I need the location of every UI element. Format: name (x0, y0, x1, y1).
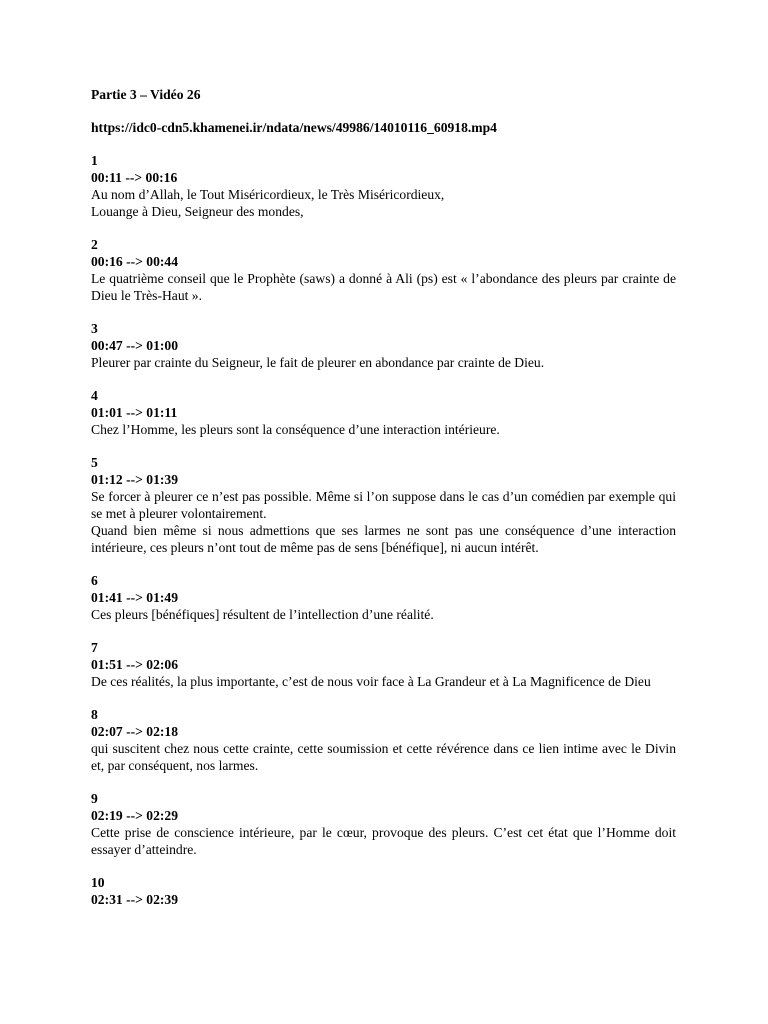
entry-text: Chez l’Homme, les pleurs sont la conséquence d’une interaction intérieure. (91, 422, 500, 437)
document-title: Partie 3 – Vidéo 26 (91, 87, 201, 102)
entry-number: 4 (91, 388, 98, 403)
entry-number: 6 (91, 573, 98, 588)
subtitle-entry (91, 387, 676, 438)
entry-text: Ces pleurs [bénéfiques] résultent de l’intellection d’une réalité. (91, 607, 434, 622)
video-url: https://idc0-cdn5.khamenei.ir/ndata/news/49986/14010116_60918.mp4 (91, 120, 497, 135)
entry-timestamp: 02:31 --> 02:39 (91, 892, 179, 907)
entry-timestamp: 01:41 --> 01:49 (91, 590, 179, 605)
document-page (91, 86, 676, 924)
entry-text: Louange à Dieu, Seigneur des mondes, (91, 204, 304, 219)
entry-text: Au nom d’Allah, le Tout Miséricordieux, le Très Miséricordieux, (91, 187, 445, 202)
entry-timestamp: 01:51 --> 02:06 (91, 657, 179, 672)
entry-number: 10 (91, 875, 105, 890)
entry-number: 3 (91, 321, 98, 336)
entry-number: 8 (91, 707, 98, 722)
entry-timestamp: 01:12 --> 01:39 (91, 472, 179, 487)
subtitle-entry (91, 790, 676, 858)
subtitle-entry (91, 454, 676, 556)
subtitle-entry (91, 152, 676, 220)
entry-timestamp: 00:16 --> 00:44 (91, 254, 179, 269)
entry-text: Pleurer par crainte du Seigneur, le fait de pleurer en abondance par crainte de Dieu. (91, 355, 545, 370)
subtitle-entry (91, 572, 676, 623)
entry-text: Quand bien même si nous admettions que ses larmes ne sont pas une conséquence d’une interaction intérieure, ces pleurs n’ont tout de même pas de sens [bénéfique], ni aucun intérêt. (91, 523, 676, 555)
subtitle-entry (91, 874, 676, 908)
entry-number: 1 (91, 153, 98, 168)
subtitle-list (91, 152, 676, 908)
entry-number: 9 (91, 791, 98, 806)
subtitle-entry (91, 706, 676, 774)
subtitle-entry (91, 236, 676, 304)
entry-timestamp: 02:19 --> 02:29 (91, 808, 179, 823)
entry-timestamp: 00:11 --> 00:16 (91, 170, 178, 185)
subtitle-entry (91, 639, 676, 690)
entry-text: Cette prise de conscience intérieure, par le cœur, provoque des pleurs. C’est cet état que l’Homme doit essayer d’atteindre. (91, 825, 676, 857)
entry-text: Le quatrième conseil que le Prophète (saws) a donné à Ali (ps) est « l’abondance des pleurs par crainte de Dieu le Très-Haut ». (91, 271, 676, 303)
entry-number: 2 (91, 237, 98, 252)
entry-timestamp: 02:07 --> 02:18 (91, 724, 179, 739)
entry-number: 5 (91, 455, 98, 470)
entry-text: Se forcer à pleurer ce n’est pas possible. Même si l’on suppose dans le cas d’un comédien par exemple qui se met à pleurer volontairement. (91, 489, 676, 521)
entry-text: qui suscitent chez nous cette crainte, cette soumission et cette révérence dans ce lien intime avec le Divin et, par conséquent, nos larmes. (91, 741, 676, 773)
entry-timestamp: 01:01 --> 01:11 (91, 405, 178, 420)
entry-timestamp: 00:47 --> 01:00 (91, 338, 179, 353)
entry-text: De ces réalités, la plus importante, c’est de nous voir face à La Grandeur et à La Magnificence de Dieu (91, 674, 651, 689)
subtitle-entry (91, 320, 676, 371)
entry-number: 7 (91, 640, 98, 655)
